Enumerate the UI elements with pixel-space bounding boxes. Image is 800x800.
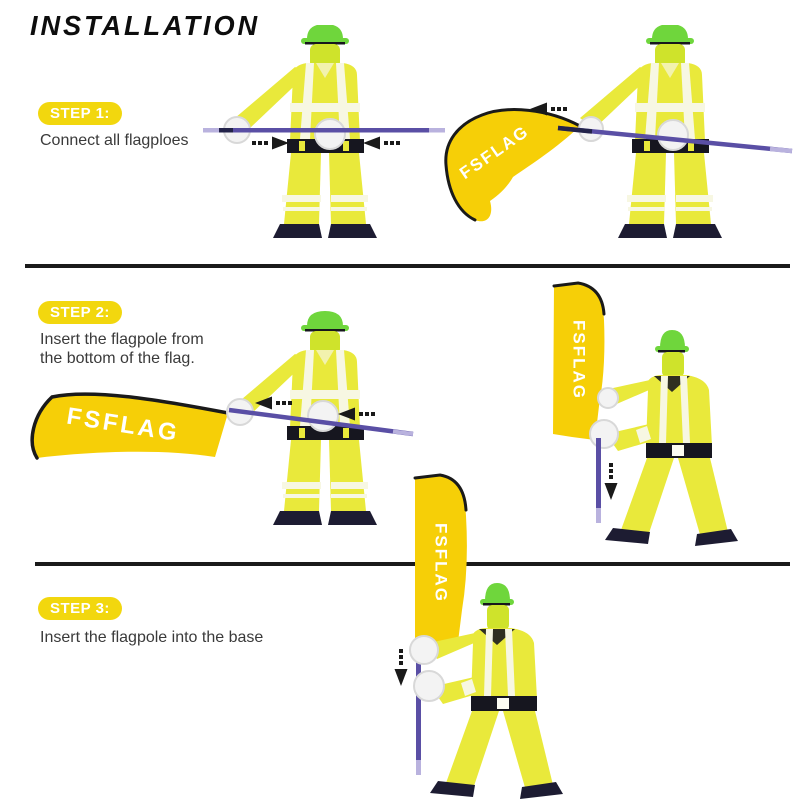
insert-arrow-down-icon — [395, 649, 408, 686]
step2-description — [40, 330, 204, 368]
hand-circle — [308, 401, 338, 431]
step2-badge: STEP 2: — [38, 301, 122, 324]
push-arrow-right-icon — [252, 137, 289, 150]
hand-circle — [315, 119, 345, 149]
hand-circle — [590, 420, 618, 448]
flagpole-graphic — [203, 128, 445, 133]
step3-description — [40, 628, 263, 647]
flag-label: FSFLAG — [569, 320, 589, 400]
push-arrow-left-icon — [363, 137, 400, 150]
step1-worker-sliding-flag-illustration — [430, 25, 800, 265]
step1-worker-connecting-poles-illustration — [195, 25, 455, 265]
step1-description — [40, 131, 189, 150]
step2-description-line1: Insert the flagpole from — [40, 331, 204, 348]
step3-badge: STEP 3: — [38, 597, 122, 620]
step1-description-line1: Connect all flagploes — [40, 132, 189, 149]
flag-label: FSFLAG — [431, 523, 451, 603]
step3-description-line1: Insert the flagpole into the base — [40, 629, 264, 646]
flag-label: FSFLAG — [456, 121, 533, 183]
step2-description-line2: the bottom of the flag. — [40, 350, 195, 367]
hand-circle — [658, 120, 688, 150]
step3-worker-inserting-base-illustration — [385, 468, 645, 800]
page-title: INSTALLATION — [30, 10, 261, 41]
flag-graphic — [415, 475, 467, 650]
hand-circle — [410, 636, 438, 664]
hand-circle — [598, 388, 618, 408]
step1-badge: STEP 1: — [38, 102, 122, 125]
flag-graphic — [553, 283, 604, 440]
flag-label: FSFLAG — [64, 402, 182, 448]
hand-circle — [414, 671, 444, 701]
